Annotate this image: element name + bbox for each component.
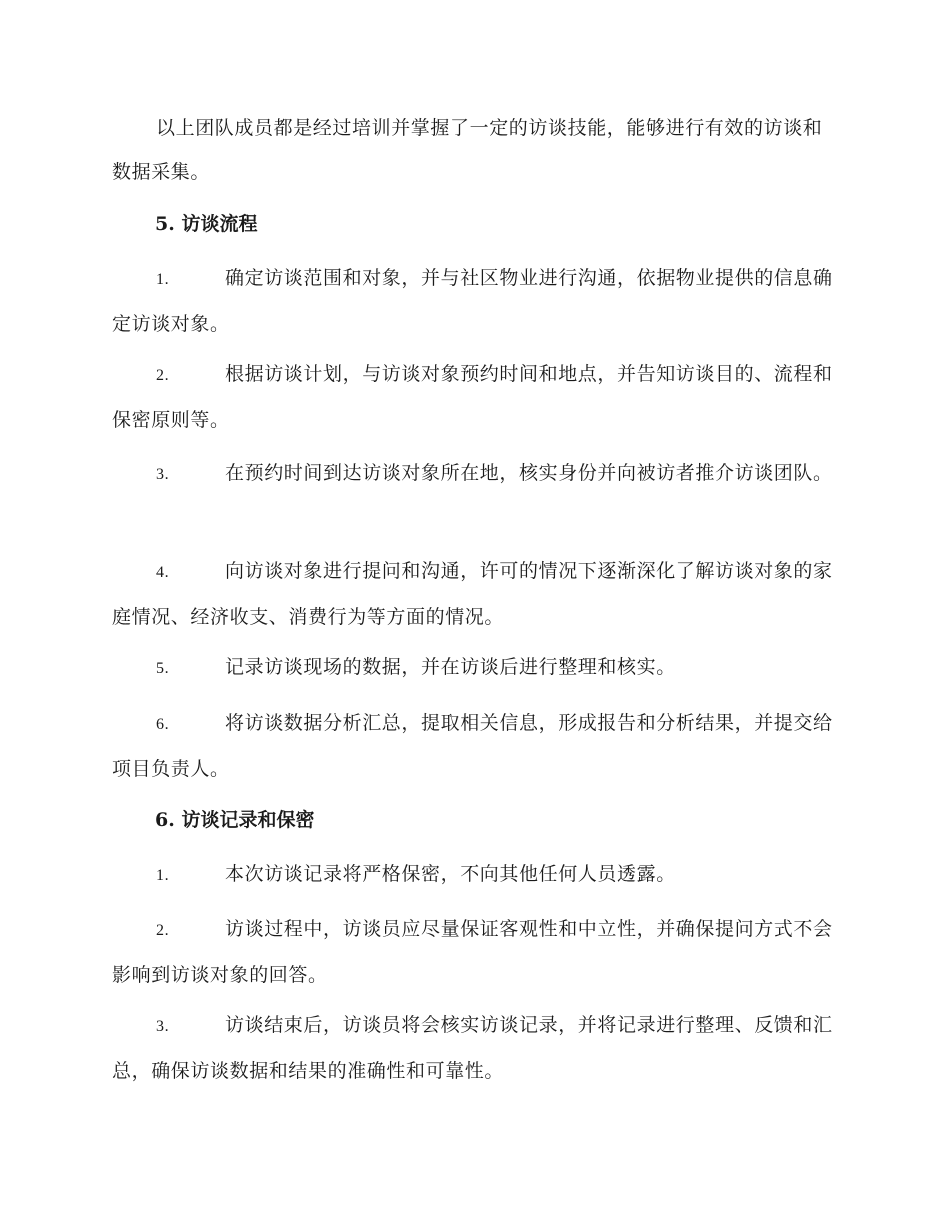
list-item-number: 2. (156, 367, 170, 384)
list-item (112, 645, 834, 691)
section-6-heading: 6. 访谈记录和保密 (155, 809, 315, 831)
list-item (112, 256, 834, 346)
list-item-number: 1. (156, 271, 170, 288)
list-item-number: 2. (156, 922, 170, 939)
list-item-text: 根据访谈计划，与访谈对象预约时间和地点，并告知访谈目的、流程和保密原则等。 (112, 363, 833, 431)
list-item (112, 549, 834, 639)
list-item (112, 852, 834, 898)
list-item-text: 访谈过程中，访谈员应尽量保证客观性和中立性，并确保提问方式不会影响到访谈对象的回答。 (112, 918, 833, 986)
list-item-number: 4. (156, 564, 170, 581)
list-item (112, 907, 834, 997)
list-item (112, 701, 834, 791)
list-item-number: 5. (156, 660, 170, 677)
list-item (112, 352, 834, 442)
list-item-text: 向访谈对象进行提问和沟通，许可的情况下逐渐深化了解访谈对象的家庭情况、经济收支、消费行为等方面的情况。 (112, 560, 833, 628)
list-item-text: 确定访谈范围和对象，并与社区物业进行沟通，依据物业提供的信息确定访谈对象。 (112, 267, 833, 335)
list-item (112, 451, 834, 497)
list-item-text: 本次访谈记录将严格保密，不向其他任何人员透露。 (225, 863, 676, 885)
list-item-number: 3. (156, 466, 170, 483)
list-item-text: 记录访谈现场的数据，并在访谈后进行整理和核实。 (225, 656, 676, 678)
list-item-text: 在预约时间到达访谈对象所在地，核实身份并向被访者推介访谈团队。 (225, 462, 833, 484)
intro-paragraph: 以上团队成员都是经过培训并掌握了一定的访谈技能，能够进行有效的访谈和数据采集。 (112, 117, 823, 183)
list-item-number: 1. (156, 867, 170, 884)
list-item (112, 1003, 834, 1093)
list-item-text: 将访谈数据分析汇总，提取相关信息，形成报告和分析结果，并提交给项目负责人。 (112, 712, 833, 780)
section-5-heading: 5. 访谈流程 (155, 213, 258, 235)
list-item-number: 3. (156, 1018, 170, 1035)
list-item-number: 6. (156, 716, 170, 733)
list-item-text: 访谈结束后，访谈员将会核实访谈记录，并将记录进行整理、反馈和汇总，确保访谈数据和结果的准确性和可靠性。 (112, 1014, 833, 1082)
